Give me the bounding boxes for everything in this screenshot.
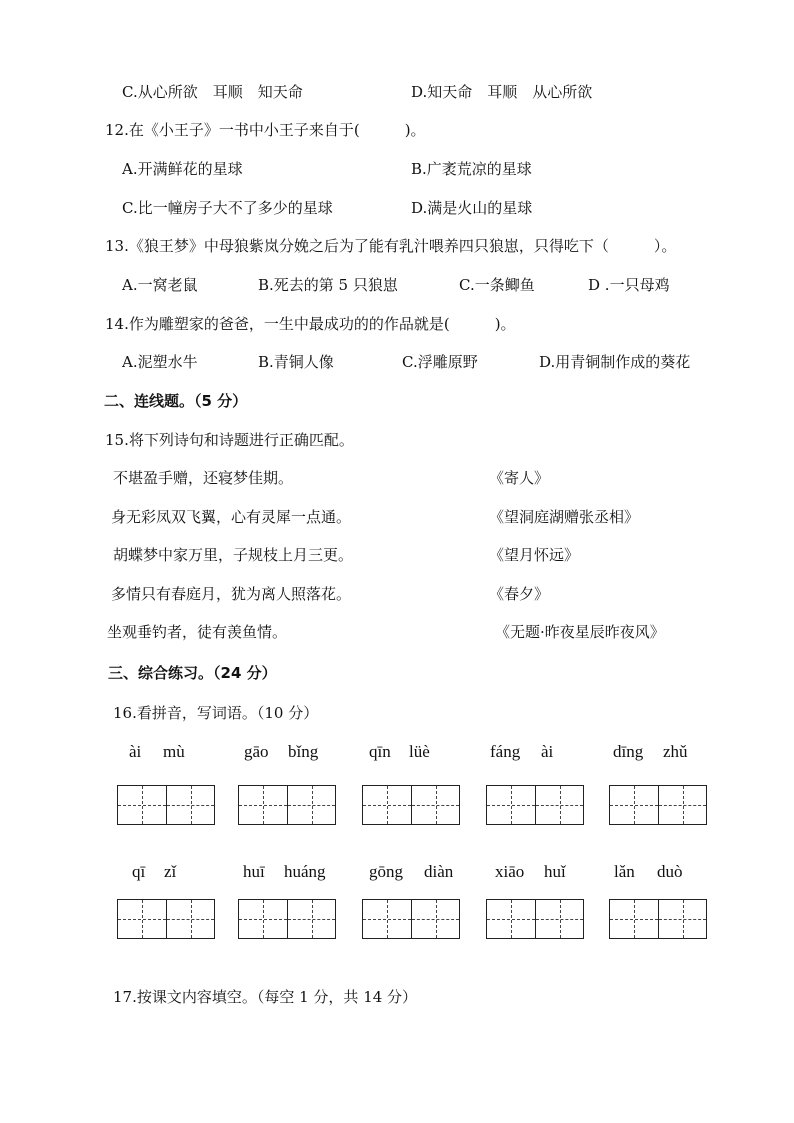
pinyin: qī — [132, 862, 146, 881]
pinyin: huáng — [284, 862, 326, 881]
section-3-title: 三、综合练习。（24 分） — [108, 664, 277, 682]
q14-stem: 14.作为雕塑家的爸爸，一生中最成功的的作品就是( )。 — [105, 315, 516, 333]
pinyin: gāo — [244, 742, 269, 761]
q15-poem-title: 《春夕》 — [489, 585, 550, 603]
pinyin: fáng — [490, 742, 521, 761]
pinyin: diàn — [424, 862, 454, 881]
q14-option-d: D.用青铜制作成的葵花 — [539, 353, 691, 371]
q14-option-a: A.泥塑水牛 — [122, 353, 198, 371]
pinyin: zǐ — [164, 862, 177, 881]
q11-option-d: D.知天命 耳顺 从心所欲 — [411, 83, 593, 101]
q12-option-b: B.广袤荒凉的星球 — [411, 160, 532, 178]
writing-grid[interactable] — [609, 785, 707, 825]
q15-poem-line: 坐观垂钓者，徒有羡鱼情。 — [107, 623, 288, 641]
pinyin: zhǔ — [663, 742, 688, 761]
q12-option-c: C.比一幢房子大不了多少的星球 — [122, 199, 333, 217]
q15-poem-line: 身无彩凤双飞翼，心有灵犀一点通。 — [111, 508, 352, 526]
q16-stem: 16.看拼音，写词语。（10 分） — [113, 704, 319, 722]
pinyin: ài — [541, 742, 554, 761]
pinyin: huǐ — [544, 862, 566, 881]
pinyin: lüè — [409, 742, 430, 761]
pinyin: mù — [163, 742, 185, 761]
pinyin: bǐng — [288, 742, 319, 761]
pinyin: ài — [129, 742, 142, 761]
q13-option-a: A.一窝老鼠 — [122, 276, 198, 294]
pinyin: lǎn — [614, 862, 635, 881]
q15-stem: 15.将下列诗句和诗题进行正确匹配。 — [105, 431, 354, 449]
q12-option-a: A.开满鲜花的星球 — [122, 160, 243, 178]
q17-stem: 17.按课文内容填空。（每空 1 分，共 14 分） — [113, 988, 418, 1006]
writing-grid[interactable] — [117, 899, 215, 939]
q13-stem: 13.《狼王梦》中母狼紫岚分娩之后为了能有乳汁喂养四只狼崽，只得吃下（ ）。 — [105, 237, 677, 255]
writing-grid[interactable] — [238, 899, 336, 939]
writing-grid[interactable] — [117, 785, 215, 825]
q14-option-c: C.浮雕原野 — [402, 353, 478, 371]
pinyin: qīn — [369, 742, 391, 761]
writing-grid[interactable] — [362, 785, 460, 825]
q13-option-c: C.一条鲫鱼 — [459, 276, 535, 294]
q13-option-d: D .一只母鸡 — [588, 276, 670, 294]
q15-poem-title: 《寄人》 — [489, 469, 550, 487]
q14-option-b: B.青铜人像 — [258, 353, 334, 371]
q12-option-d: D.满是火山的星球 — [411, 199, 533, 217]
q15-poem-line: 胡蝶梦中家万里，子规枝上月三更。 — [113, 546, 354, 564]
writing-grid[interactable] — [486, 785, 584, 825]
q11-option-c: C.从心所欲 耳顺 知天命 — [122, 83, 303, 101]
writing-grid[interactable] — [609, 899, 707, 939]
q15-poem-line: 不堪盈手赠，还寝梦佳期。 — [113, 469, 294, 487]
writing-grid[interactable] — [238, 785, 336, 825]
pinyin: dīng — [613, 742, 644, 761]
q12-stem: 12.在《小王子》一书中小王子来自于( )。 — [105, 121, 426, 139]
pinyin: huī — [243, 862, 265, 881]
pinyin: xiāo — [495, 862, 525, 881]
writing-grid[interactable] — [486, 899, 584, 939]
q15-poem-title: 《望月怀远》 — [489, 546, 580, 564]
q15-poem-line: 多情只有春庭月，犹为离人照落花。 — [111, 585, 352, 603]
q13-option-b: B.死去的第 5 只狼崽 — [258, 276, 398, 294]
pinyin: duò — [657, 862, 683, 881]
section-2-title: 二、连线题。（5 分） — [104, 392, 248, 410]
q15-poem-title: 《无题·昨夜星辰昨夜风》 — [495, 623, 665, 641]
q15-poem-title: 《望洞庭湖赠张丞相》 — [489, 508, 640, 526]
writing-grid[interactable] — [362, 899, 460, 939]
pinyin: gōng — [369, 862, 403, 881]
